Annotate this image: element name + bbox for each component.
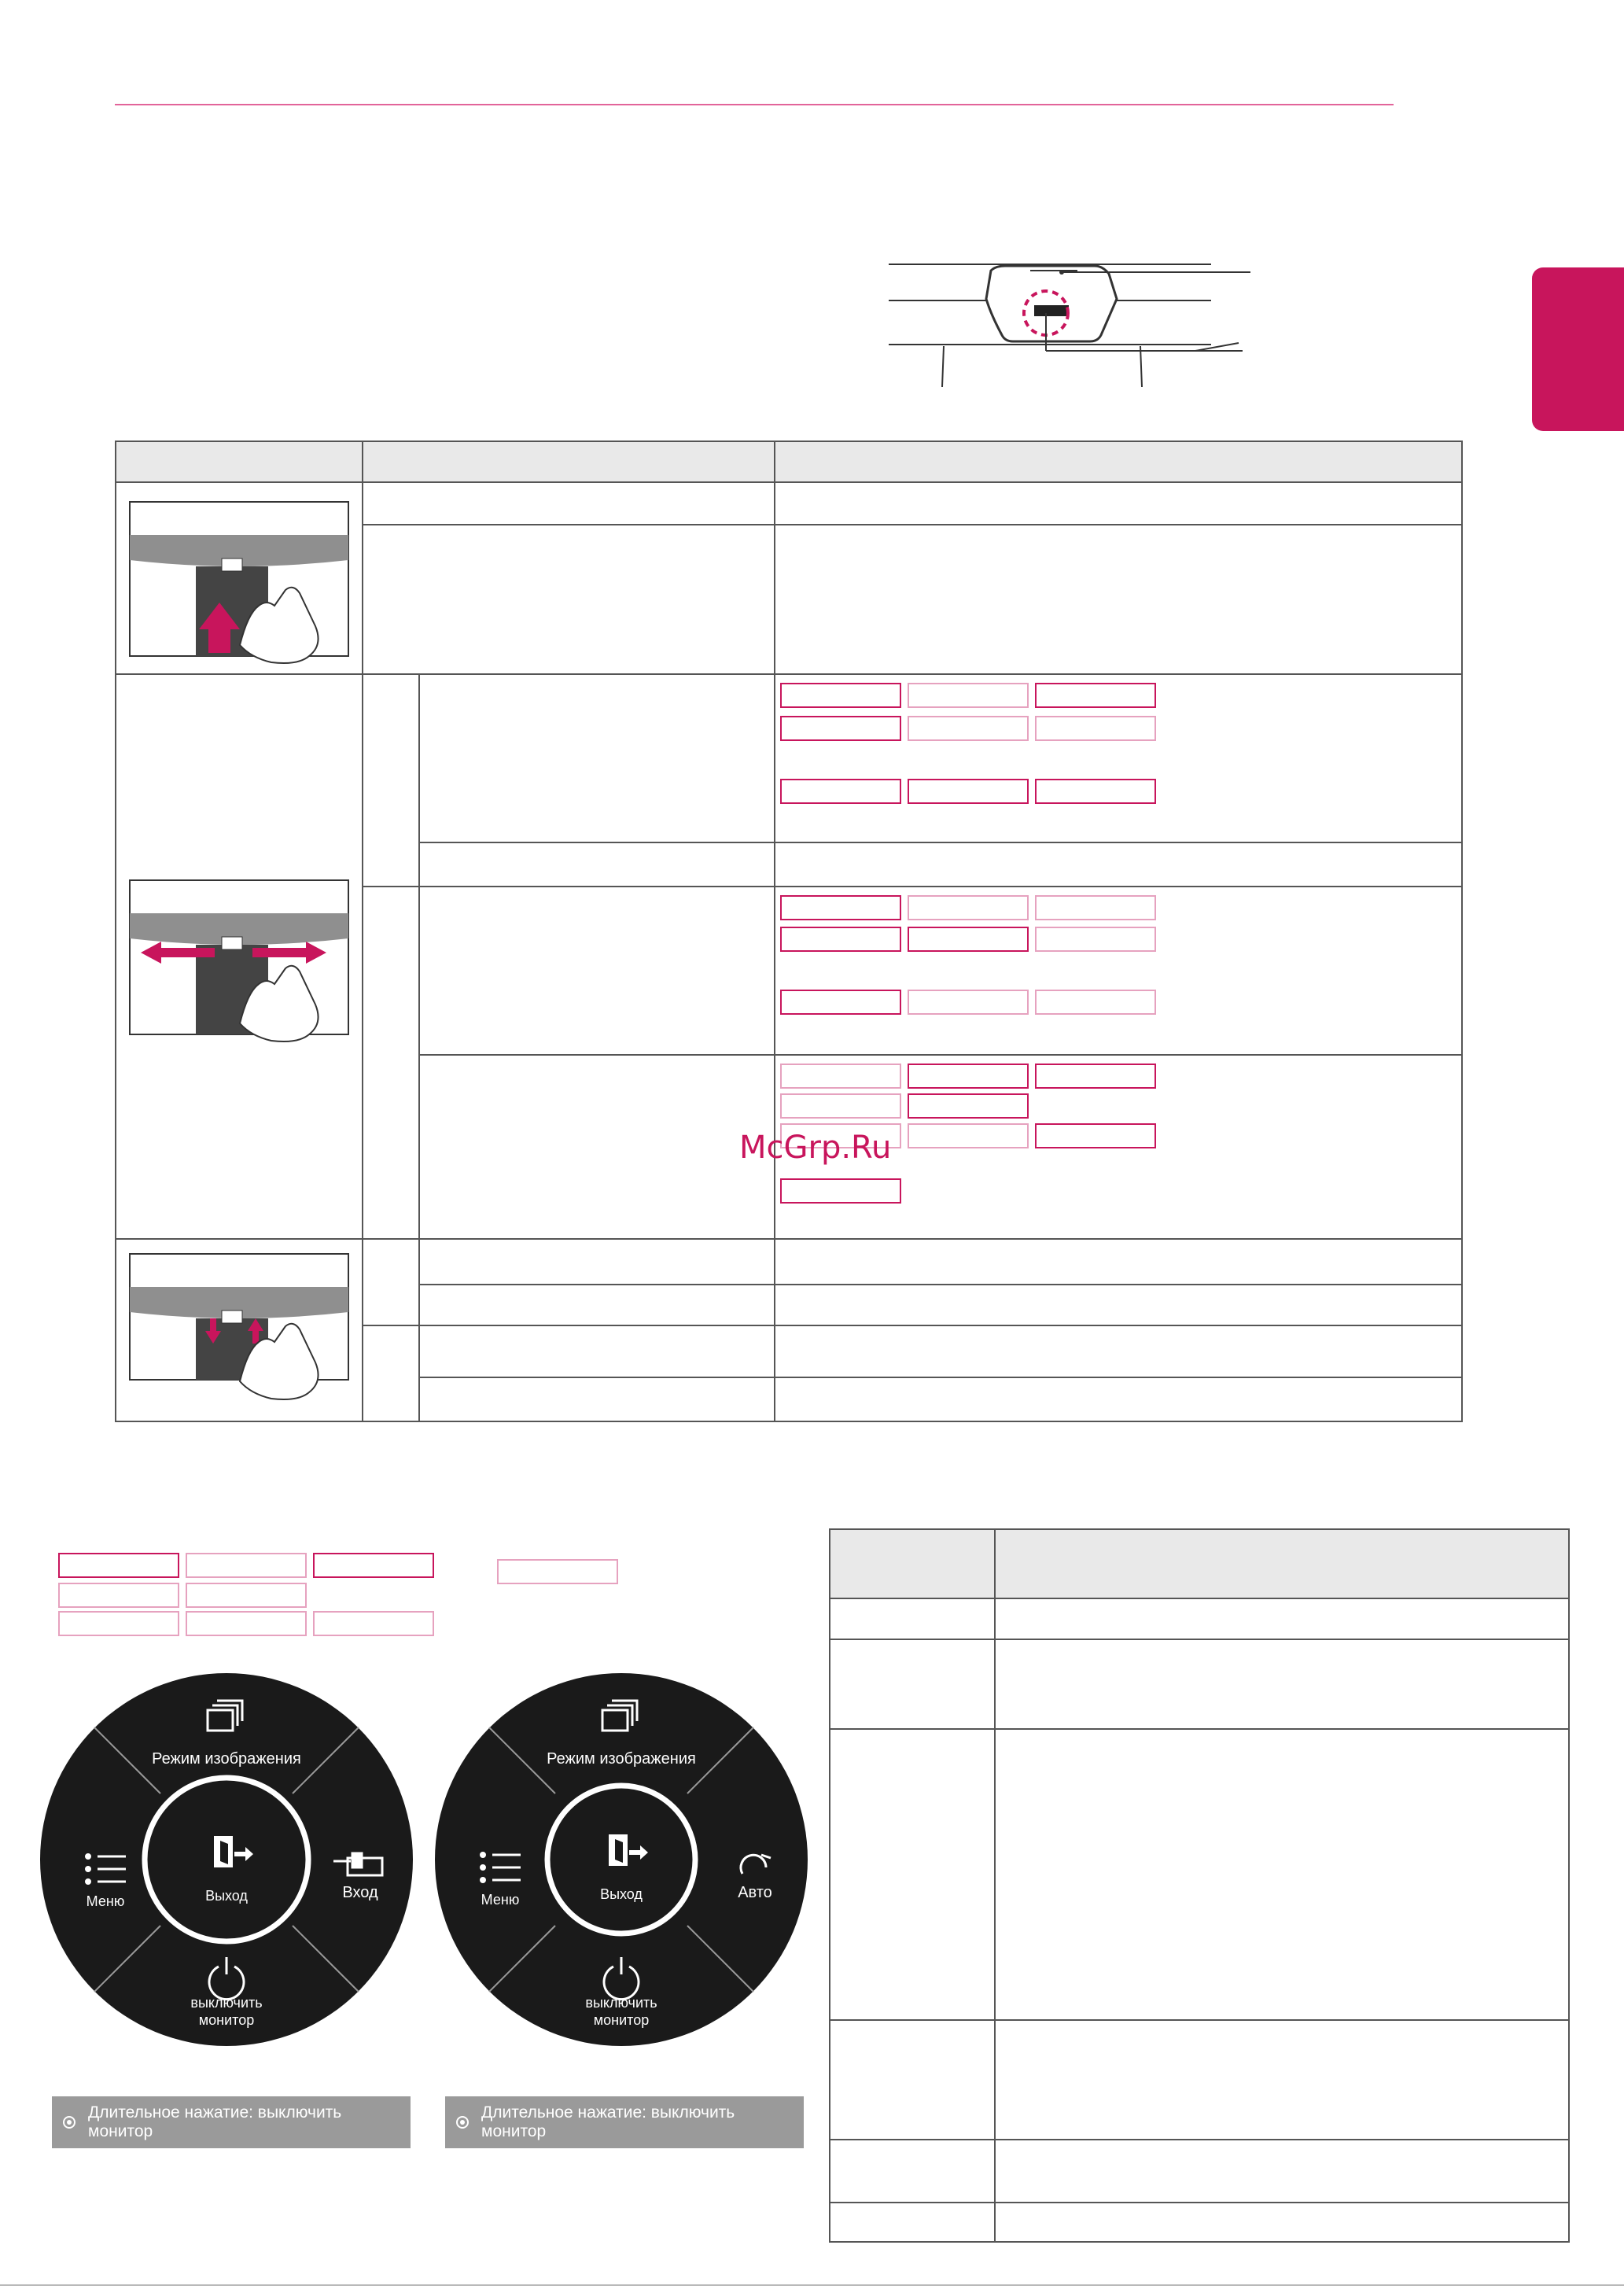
press-illustration — [117, 488, 361, 669]
joystick-location-diagram — [881, 252, 1258, 393]
radio-dot-icon — [456, 2116, 469, 2129]
menu-function-table — [829, 1528, 1570, 2243]
press-illustration-cell — [116, 482, 363, 674]
watermark: McGrp.Ru — [739, 1130, 892, 1166]
power-off-label-line1: выключить — [190, 1995, 263, 2011]
table-row — [116, 482, 1462, 525]
long-press-note-text: Длительное нажатие: выключить монитор — [88, 2103, 342, 2140]
pink-box — [58, 1583, 179, 1608]
power-off-label-line2: монитор — [593, 2012, 650, 2028]
pink-box-group — [775, 674, 1462, 842]
pink-box — [58, 1553, 179, 1578]
pink-box — [58, 1611, 179, 1636]
pink-box — [186, 1611, 307, 1636]
table-header-row — [830, 1529, 1569, 1598]
table-row — [830, 2203, 1569, 2242]
exit-label: Выход — [600, 1886, 643, 1902]
pink-box — [186, 1553, 307, 1578]
long-press-note-left — [52, 2096, 411, 2148]
table-row — [116, 674, 1462, 842]
pink-box — [186, 1583, 307, 1608]
power-off-label-line1: выключить — [585, 1995, 657, 2011]
pink-box — [313, 1553, 434, 1578]
control-wheel-auto — [434, 1672, 808, 2047]
control-wheel-input — [39, 1672, 414, 2047]
picture-mode-label: Режим изображения — [547, 1750, 696, 1768]
header-rule — [115, 104, 1394, 105]
table-row — [116, 1239, 1462, 1285]
joystick-function-table — [115, 441, 1463, 1422]
pink-box — [313, 1611, 434, 1636]
long-press-note-right — [445, 2096, 804, 2148]
table-row — [830, 2140, 1569, 2203]
power-off-label-line2: монитор — [198, 2012, 255, 2028]
pink-box — [497, 1559, 618, 1584]
move-up-down-illustration — [117, 1240, 361, 1421]
auto-label: Авто — [738, 1884, 772, 1901]
table-header-row — [116, 441, 1462, 482]
table-row — [830, 2020, 1569, 2140]
menu-label: Меню — [481, 1892, 520, 1908]
table-row — [830, 1598, 1569, 1639]
radio-dot-icon — [63, 2116, 75, 2129]
pink-box-group — [775, 887, 1462, 1055]
move-illustration-cell — [116, 674, 363, 1239]
menu-label: Меню — [86, 1893, 125, 1909]
table-row — [830, 1729, 1569, 2020]
table-row — [830, 1639, 1569, 1729]
language-side-tab — [1532, 267, 1624, 431]
picture-mode-label: Режим изображения — [152, 1750, 301, 1768]
long-press-note-text: Длительное нажатие: выключить монитор — [481, 2103, 735, 2140]
footer-rule — [0, 2284, 1624, 2286]
updown-illustration-cell — [116, 1239, 363, 1421]
exit-label: Выход — [205, 1888, 248, 1904]
move-left-right-illustration — [117, 866, 361, 1047]
input-label: Вход — [342, 1884, 378, 1901]
